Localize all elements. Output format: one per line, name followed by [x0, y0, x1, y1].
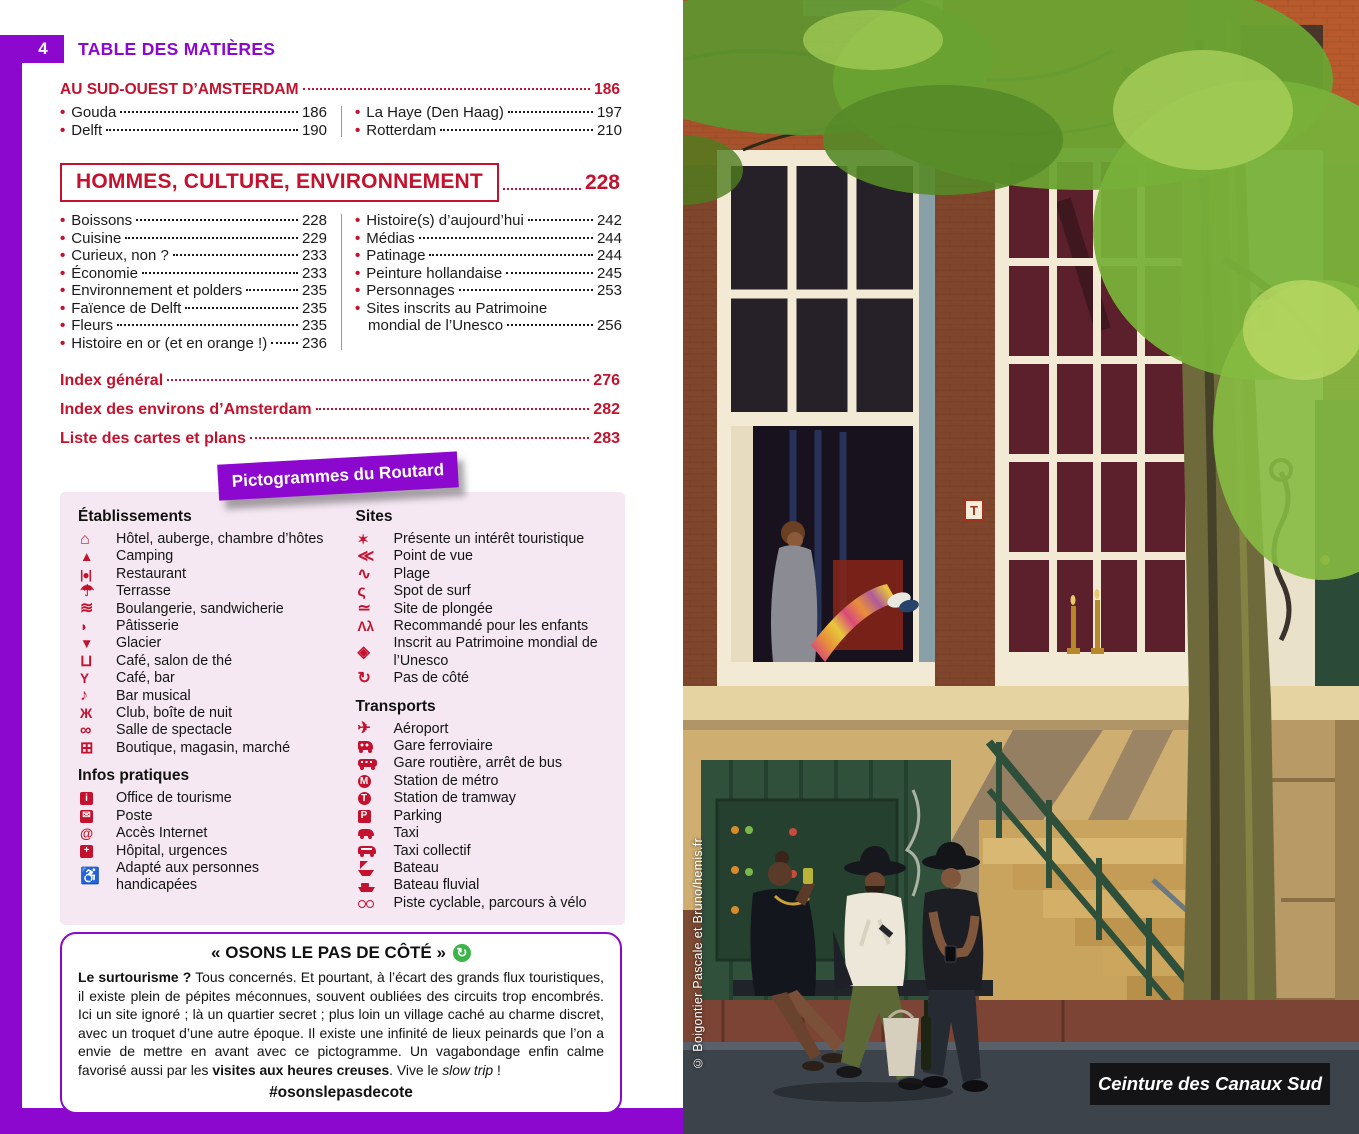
entry-label: Médias [366, 229, 415, 247]
pictogram-row [78, 566, 336, 583]
bar-icon [78, 672, 116, 686]
pictogram-label: Hôtel, auberge, chambre d’hôtes [116, 531, 324, 547]
taxi-icon [356, 829, 394, 838]
pictogram-row [78, 705, 336, 722]
entry-label: Environnement et polders [71, 282, 243, 299]
pictogram-label: Gare routière, arrêt de bus [393, 755, 562, 772]
bus-station-icon [358, 759, 377, 767]
pictogram-label: Présente un intérêt touristique [393, 531, 585, 547]
entry-page: 235 [301, 317, 327, 334]
parking-icon: P [358, 810, 371, 823]
sidestep-callout-box [60, 932, 622, 1114]
pictogram-label: Spot de surf [393, 583, 471, 600]
house-sign [965, 500, 983, 520]
shared-taxi-icon [358, 846, 376, 854]
pictogram-label: Aéroport [393, 720, 449, 737]
pictogram-label: Boutique, magasin, marché [116, 739, 291, 756]
taxi-icon [358, 829, 374, 836]
sidestep-icon [356, 671, 394, 687]
wheelchair-icon: ♿ [80, 868, 100, 886]
post-office-icon: ✉ [80, 810, 93, 823]
camping-icon: ▲ [80, 549, 94, 565]
tram-station-icon [356, 792, 394, 805]
dot-leader [419, 237, 593, 239]
dot-leader [173, 254, 298, 256]
dot-leader [508, 111, 593, 113]
pictogram-row [356, 618, 614, 635]
hospital-icon: + [80, 845, 93, 858]
toc-entries-southwest [60, 104, 622, 139]
section-page: 186 [594, 81, 620, 98]
pictogram-row [356, 566, 614, 583]
pictogram-row [356, 601, 614, 618]
pictogram-row [78, 843, 336, 860]
column-divider [341, 214, 342, 350]
pictogram-label: Pâtisserie [116, 618, 179, 635]
ice-cream-icon: ▼ [80, 636, 94, 652]
tourist-office-icon [78, 792, 116, 805]
terrace-icon: ☂ [80, 582, 95, 600]
toc-entry [60, 104, 327, 122]
dot-leader [136, 219, 298, 221]
tea-room-icon [78, 654, 116, 670]
surf-icon [356, 584, 394, 600]
pictogram-label: Poste [116, 807, 153, 824]
shop-icon [78, 741, 116, 757]
entry-bullet: • [60, 334, 66, 352]
bike-path-icon [356, 899, 394, 908]
pictogram-row [78, 740, 336, 757]
entry-bullet: • [60, 317, 66, 334]
entry-label: Gouda [71, 104, 117, 121]
entry-label: Delft [71, 121, 103, 139]
pictogram-row [356, 583, 614, 600]
pictogram-row [356, 721, 614, 738]
dot-leader [459, 289, 593, 291]
photo-amsterdam-canal-houses [683, 0, 1359, 1134]
pictogram-label: Office de tourisme [116, 790, 232, 807]
entry-page: 256 [596, 317, 622, 334]
pictograms-banner: Pictogrammes du Routard [217, 451, 459, 500]
hospital-icon [78, 845, 116, 858]
pictogram-row [356, 860, 614, 877]
post-office-icon [78, 810, 116, 823]
pictogram-row [356, 843, 614, 860]
entry-label: Faïence de Delft [71, 299, 182, 317]
train-station-icon [356, 741, 394, 752]
entry-label: Économie [71, 264, 138, 282]
bakery-icon: ≋ [80, 600, 94, 618]
pictogram-label: Accès Internet [116, 825, 208, 842]
entry-label: Histoire en or (et en orange !) [71, 334, 268, 352]
pictogram-row [78, 601, 336, 618]
dot-leader [106, 129, 298, 131]
pictogram-row [78, 531, 336, 548]
nightclub-icon [78, 707, 116, 721]
pictogram-label: Parking [393, 807, 442, 824]
entry-page: 210 [596, 121, 622, 139]
pictogram-row [356, 895, 614, 912]
pictogram-row [78, 790, 336, 807]
toc-entries-hommes [60, 212, 622, 352]
pictogram-row [356, 670, 614, 687]
tourist-office-icon: i [80, 792, 93, 805]
pictogram-row [78, 722, 336, 739]
pictogram-label: Salle de spectacle [116, 722, 233, 739]
index-environs [60, 401, 620, 419]
toc-entry [60, 265, 327, 283]
pictogram-label: Restaurant [116, 565, 186, 582]
entry-page: 186 [301, 104, 327, 121]
entry-page: 244 [596, 247, 622, 264]
pictogram-label: Bar musical [116, 687, 191, 704]
pictogram-row [356, 635, 614, 670]
dot-leader [303, 88, 591, 90]
pictogram-group [78, 767, 336, 894]
entry-label: Sites inscrits au Patrimoine [366, 299, 548, 317]
sidestep-title [78, 943, 604, 963]
kids-icon [356, 620, 394, 634]
dot-leader [528, 219, 593, 221]
pictogram-row [78, 618, 336, 635]
airport-icon [356, 721, 394, 737]
toc-entry [355, 122, 622, 140]
hotel-icon [78, 532, 116, 548]
pictogram-label: Café, salon de thé [116, 652, 233, 669]
entry-label: Curieux, non ? [71, 247, 169, 264]
pictogram-row [356, 531, 614, 548]
pastry-icon: ◗ [80, 618, 89, 634]
dot-leader [316, 408, 590, 410]
pictogram-label: Gare ferroviaire [393, 738, 493, 755]
entry-bullet: • [355, 299, 361, 317]
index-label: Index général [60, 372, 164, 389]
entry-bullet: • [355, 229, 361, 247]
toc-entry [60, 247, 327, 265]
dot-leader [142, 272, 298, 274]
index-label: Liste des cartes et plans [60, 430, 246, 447]
sidestep-title-text: « OSONS LE PAS DE CÔTÉ » [211, 943, 446, 962]
river-boat-icon [356, 881, 394, 892]
pictograms-panel [60, 492, 625, 925]
entry-bullet: • [60, 229, 66, 247]
dot-leader [429, 254, 592, 256]
index-cartes [60, 430, 620, 448]
photo-caption: Ceinture des Canaux Sud [1090, 1063, 1330, 1105]
metro-station-icon [356, 775, 394, 788]
pictogram-group-title: Infos pratiques [78, 767, 190, 785]
dot-leader [125, 237, 298, 239]
diving-icon: ≃ [357, 600, 371, 618]
unesco-icon [356, 645, 394, 661]
pictogram-label: Club, boîte de nuit [116, 705, 233, 722]
toc-section-hommes [60, 163, 620, 202]
entry-bullet: • [355, 121, 361, 139]
pictogram-label: Terrasse [116, 583, 171, 600]
entry-bullet: • [355, 212, 361, 229]
wheelchair-icon [78, 869, 116, 885]
column-divider [341, 106, 342, 137]
left-window [717, 150, 935, 698]
page-number: 4 [22, 35, 64, 63]
svg-text:T: T [970, 503, 978, 518]
entry-label: Cuisine [71, 229, 122, 247]
dot-leader [246, 289, 298, 291]
bar-icon: Υ [80, 671, 90, 687]
paragraph-part: Tous concernés. Et pourtant, à l’écart des grands flux touristiques, il existe plein de pépites méconnues, souvent oubliées des circuits trop encombrés. Ici un site ignoré ; là un quartier secret ; plus loin un village caché au charme discret, avec un troquet d’une autre époque. Il existe une infinité de lieux peinards que l’on a envie de mettre en avant avec ce pictogramme. Un vagabondage enfin calme favorisé aussi par les [78, 969, 604, 1078]
paragraph-part: Le surtourisme ? [78, 969, 192, 985]
beach-icon: ∿ [357, 565, 371, 583]
toc-entry [355, 300, 622, 318]
bike-path-icon [358, 899, 374, 908]
hotel-icon: ⌂ [80, 530, 90, 548]
show-venue-icon: ∞ [80, 722, 92, 740]
toc-entry-continuation [355, 317, 622, 335]
entry-page: 233 [301, 247, 327, 264]
pictogram-label: Taxi collectif [393, 842, 471, 859]
boat-icon [358, 870, 374, 876]
pictogram-label: Station de métro [393, 772, 499, 789]
internet-access-icon: @ [80, 826, 94, 842]
tourist-interest-icon [356, 533, 394, 547]
sidestep-green-icon: ↻ [453, 944, 471, 962]
diving-icon [356, 601, 394, 617]
entry-page: 233 [301, 264, 327, 282]
terrace-icon [78, 584, 116, 600]
pictogram-label: Bateau fluvial [393, 877, 480, 894]
pictogram-label: Inscrit au Patrimoine mondial de l’Unesco [393, 635, 598, 669]
entry-page: 229 [301, 229, 327, 247]
toc-entry [60, 317, 327, 335]
pictogram-label: Glacier [116, 635, 162, 652]
river-boat-icon [358, 887, 375, 892]
toc-entry [355, 104, 622, 122]
dot-leader [440, 129, 593, 131]
section-title: AU SUD-OUEST D’AMSTERDAM [60, 81, 299, 98]
entry-label: Peinture hollandaise [366, 264, 503, 282]
viewpoint-icon [356, 549, 394, 565]
entry-page: 197 [596, 104, 622, 121]
entry-label: Boissons [71, 212, 133, 229]
pictogram-row [78, 548, 336, 565]
pictogram-label: Boulangerie, sandwicherie [116, 600, 284, 617]
bus-station-icon [356, 759, 394, 769]
pictogram-row [78, 808, 336, 825]
section-page: 228 [584, 170, 620, 194]
index-label: Index des environs d’Amsterdam [60, 401, 312, 418]
entry-label: La Haye (Den Haag) [366, 104, 504, 121]
entry-page: 244 [596, 229, 622, 247]
unesco-icon: ◈ [357, 643, 370, 661]
dot-leader [185, 307, 298, 309]
entry-label: Fleurs [71, 317, 113, 334]
photo-credit: © Boigontier Pascale et Bruno/hemis.fr [691, 838, 705, 1070]
pictogram-row [78, 688, 336, 705]
pictogram-label: Station de tramway [393, 790, 516, 807]
metro-station-icon: M [358, 775, 371, 788]
tea-room-icon: ⊔ [80, 652, 93, 670]
entry-label: Histoire(s) d’aujourd’hui [366, 212, 524, 229]
left-accent-strip [0, 35, 22, 1134]
pictogram-label: Point de vue [393, 548, 473, 565]
pictogram-row [356, 825, 614, 842]
entry-label: Patinage [366, 247, 426, 264]
entry-page: 245 [596, 264, 622, 282]
pictogram-label: Café, bar [116, 670, 175, 687]
boat-icon [356, 862, 394, 876]
parking-icon [356, 810, 394, 823]
index-page: 276 [593, 372, 620, 389]
toc-entry [355, 265, 622, 283]
pictogram-row [356, 773, 614, 790]
dot-leader [117, 324, 298, 326]
entry-page: 228 [301, 212, 327, 229]
entry-bullet: • [355, 282, 361, 299]
beach-icon [356, 567, 394, 583]
pictogram-label: Piste cyclable, parcours à vélo [393, 894, 587, 911]
music-bar-icon: ♪ [80, 687, 88, 705]
page-title: TABLE DES MATIÈRES [78, 39, 276, 59]
toc-entry [60, 230, 327, 248]
toc-section-southwest [60, 81, 620, 99]
entry-label: Personnages [366, 282, 455, 299]
entry-page: 235 [301, 282, 327, 299]
airport-icon: ✈ [357, 720, 371, 738]
pastry-icon [78, 620, 116, 634]
dot-leader [507, 324, 593, 326]
entry-bullet: • [60, 212, 66, 229]
shop-icon: ⊞ [80, 739, 94, 757]
pictogram-group [356, 698, 614, 912]
entry-bullet: • [355, 104, 361, 121]
toc-entry [355, 230, 622, 248]
dot-leader [503, 188, 581, 190]
pictogram-row [78, 860, 336, 895]
pictogram-label: Plage [393, 565, 431, 582]
pictogram-row [356, 738, 614, 755]
bakery-icon [78, 601, 116, 617]
pictogram-row [356, 808, 614, 825]
tram-station-icon: T [358, 792, 371, 805]
pictogram-label: Taxi [393, 825, 419, 842]
pictogram-label: Recommandé pour les enfants [393, 618, 589, 635]
pictogram-row [356, 548, 614, 565]
entry-bullet: • [355, 264, 361, 282]
restaurant-icon [78, 569, 116, 581]
entry-label: Rotterdam [366, 121, 437, 139]
entry-label: mondial de l’Unesco [368, 317, 504, 334]
sidestep-paragraph [78, 968, 604, 1080]
entry-page: 236 [301, 334, 327, 352]
pictogram-row [78, 670, 336, 687]
entry-bullet: • [60, 247, 66, 264]
shared-taxi-icon [356, 846, 394, 856]
toc-entry [355, 247, 622, 265]
entry-bullet: • [60, 104, 66, 121]
pictogram-row [356, 790, 614, 807]
entry-bullet: • [60, 121, 66, 139]
toc-entry [60, 122, 327, 140]
train-station-icon [358, 741, 373, 750]
pictogram-row [78, 583, 336, 600]
toc-entry [355, 212, 622, 230]
pictogram-row [78, 825, 336, 842]
toc-entry [60, 212, 327, 230]
pictogram-label: Camping [116, 548, 174, 565]
surf-icon: ς [357, 582, 366, 600]
pictogram-group-title: Transports [355, 697, 436, 715]
camping-icon [78, 550, 116, 564]
entry-bullet: • [60, 282, 66, 299]
tourist-interest-icon: ✶ [357, 531, 369, 547]
entry-bullet: • [60, 299, 66, 317]
paragraph-part: visites aux heures creuses [212, 1061, 390, 1078]
entry-page: 242 [596, 212, 622, 229]
pictogram-group [78, 508, 336, 757]
toc-entry [60, 300, 327, 318]
paragraph-part: ! [493, 1061, 501, 1078]
dot-leader [250, 437, 589, 439]
internet-access-icon [78, 827, 116, 841]
index-general [60, 372, 620, 390]
pictogram-label: Pas de côté [393, 670, 470, 687]
sidestep-icon: ↻ [357, 669, 371, 687]
entry-page: 190 [301, 121, 327, 139]
section-title-box: HOMMES, CULTURE, ENVIRONNEMENT [60, 163, 499, 202]
dot-leader [506, 272, 593, 274]
pictogram-row [356, 877, 614, 894]
sidestep-hashtag: #osonslepasdecote [269, 1083, 413, 1101]
toc-entry [60, 335, 327, 353]
dot-leader [120, 111, 298, 113]
entry-page: 235 [301, 299, 327, 317]
entry-bullet: • [355, 247, 361, 264]
pictogram-label: Hôpital, urgences [116, 842, 228, 859]
pictogram-group [356, 508, 614, 688]
pictogram-group-title: Établissements [78, 508, 192, 525]
restaurant-icon: |●| [80, 567, 91, 582]
paragraph-part: . Vive le [389, 1061, 443, 1078]
ice-cream-icon [78, 637, 116, 651]
pictogram-label: Adapté aux personnes handicapées [116, 859, 260, 894]
dot-leader [167, 379, 589, 381]
index-page: 282 [593, 401, 620, 418]
pictogram-label: Site de plongée [393, 600, 493, 617]
show-venue-icon [78, 723, 116, 739]
music-bar-icon [78, 688, 116, 704]
pictogram-row [78, 653, 336, 670]
dot-leader [271, 342, 298, 344]
entry-page: 253 [596, 282, 622, 299]
index-page: 283 [593, 430, 620, 447]
paragraph-part: slow trip [442, 1061, 494, 1078]
entry-bullet: • [60, 264, 66, 282]
toc-entry [355, 282, 622, 300]
viewpoint-icon: ≪ [357, 548, 375, 566]
kids-icon: Λλ [357, 618, 375, 634]
nightclub-icon: Ж [80, 706, 93, 722]
pictogram-row [356, 755, 614, 772]
pictogram-row [78, 635, 336, 652]
toc-entry [60, 282, 327, 300]
pictogram-label: Bateau [393, 859, 439, 876]
pictogram-group-title: Sites [355, 508, 393, 525]
